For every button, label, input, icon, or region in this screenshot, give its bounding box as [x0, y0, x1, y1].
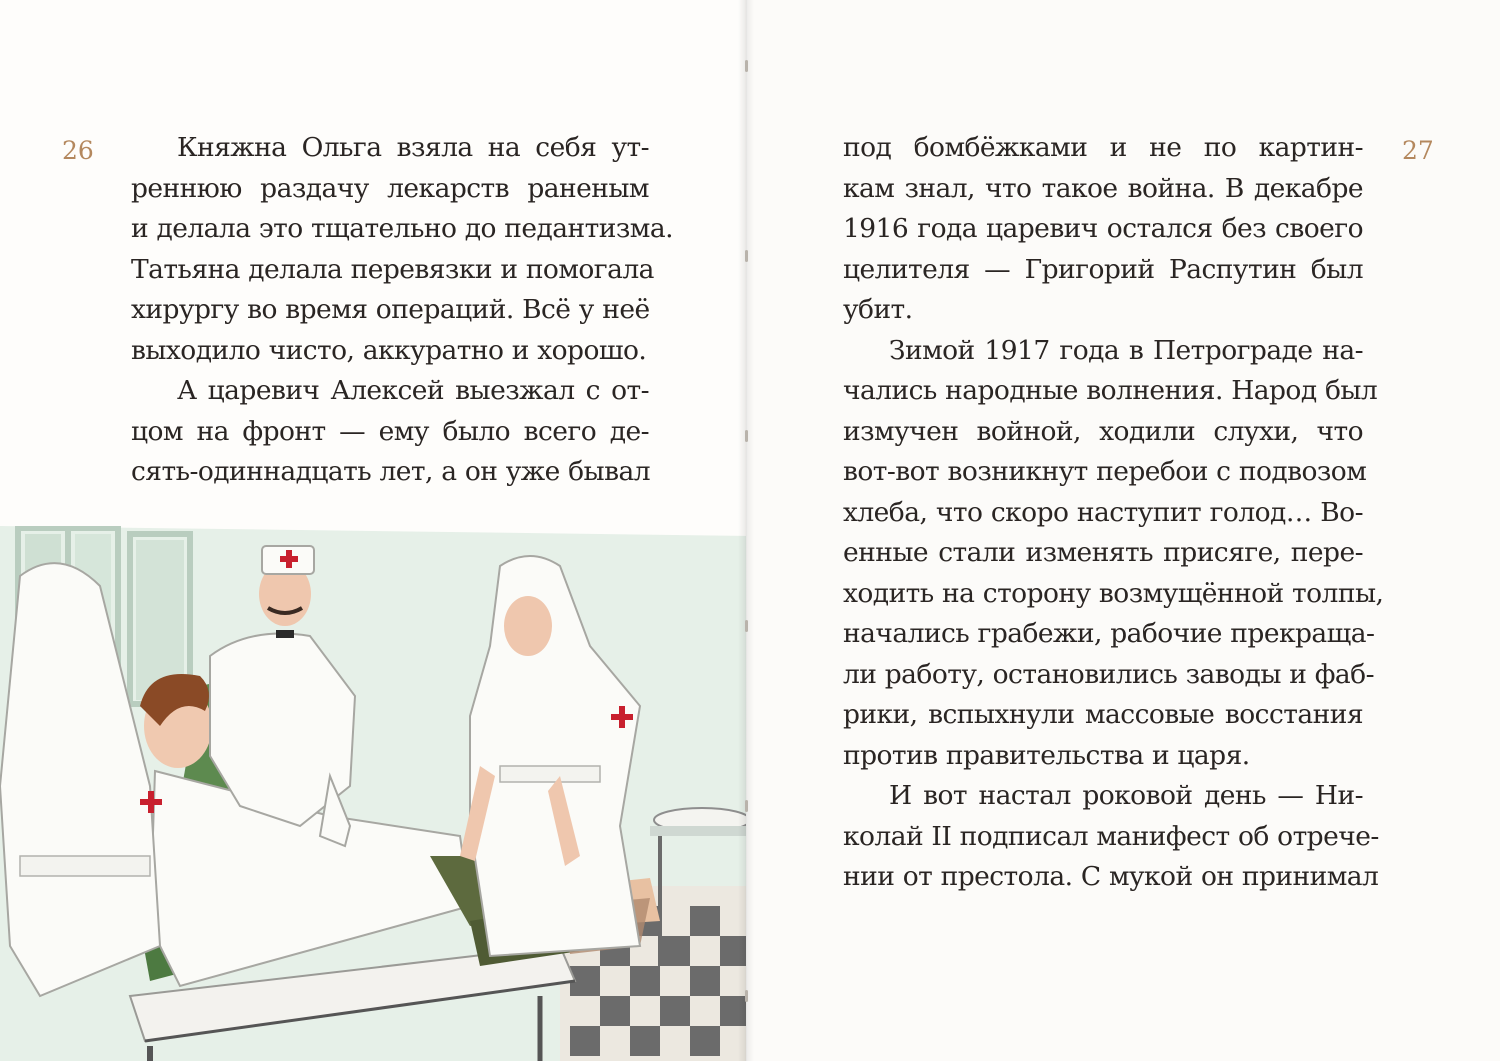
text-line: реннюю раздачу лекарств раненым [131, 172, 649, 204]
text-line: Татьяна делала перевязки и помогала [131, 253, 654, 285]
binding-stitch [745, 800, 748, 812]
right-page [746, 0, 1500, 1061]
text-line: ходить на сторону возмущённой толпы, [843, 577, 1384, 609]
binding-stitch [745, 430, 748, 442]
binding-stitch [745, 620, 748, 632]
text-line: чались народные волнения. Народ был [843, 375, 1378, 406]
binding-stitch [745, 60, 748, 72]
text-line: вот-вот возникнут перебои с подвозом [843, 456, 1367, 487]
hospital-illustration [0, 526, 752, 1061]
text-line: И вот настал роковой день — Ни- [889, 780, 1363, 811]
text-line: 1916 года царевич остался без своего [843, 213, 1363, 244]
text-line: Зимой 1917 года в Петрограде на- [889, 334, 1363, 366]
text-line: целителя — Григорий Распутин был [843, 253, 1363, 285]
text-line: убит. [843, 294, 913, 325]
text-line: енные стали изменять присяге, пере- [843, 537, 1363, 568]
right-page-text [843, 128, 1384, 898]
text-line: измучен войной, ходили слухи, что [843, 415, 1363, 447]
text-line: начались грабежи, рабочие прекраща- [843, 618, 1375, 649]
text-line: Княжна Ольга взяла на себя ут- [177, 132, 649, 163]
text-line: нии от престола. С мукой он принимал [843, 861, 1379, 892]
left-page [0, 0, 746, 1061]
text-line: рики, вспыхнули массовые восстания [843, 699, 1363, 730]
page-number-right: 27 [1402, 136, 1434, 165]
text-line: и делала это тщательно до педантизма. [131, 213, 673, 244]
text-line: сять-одиннадцать лет, а он уже бывал [131, 456, 650, 487]
text-line: колай II подписал манифест об отрече- [843, 820, 1379, 852]
text-line: выходило чисто, аккуратно и хорошо. [131, 334, 647, 366]
page-number-left: 26 [62, 136, 94, 165]
text-line: хирургу во время операций. Всё у неё [131, 294, 650, 325]
binding-stitch [745, 990, 748, 1002]
text-line: А царевич Алексей выезжал с от- [177, 375, 649, 406]
left-page-text [131, 128, 673, 493]
text-line: кам знал, что такое война. В декабре [843, 172, 1363, 204]
text-line: хлеба, что скоро наступит голод… Во- [843, 496, 1363, 528]
binding-stitch [745, 250, 748, 262]
text-line: ли работу, остановились заводы и фаб- [843, 658, 1374, 690]
text-line: против правительства и царя. [843, 739, 1250, 771]
text-line: цом на фронт — ему было всего де- [131, 415, 649, 447]
text-line: под бомбёжками и не по картин- [843, 132, 1363, 163]
